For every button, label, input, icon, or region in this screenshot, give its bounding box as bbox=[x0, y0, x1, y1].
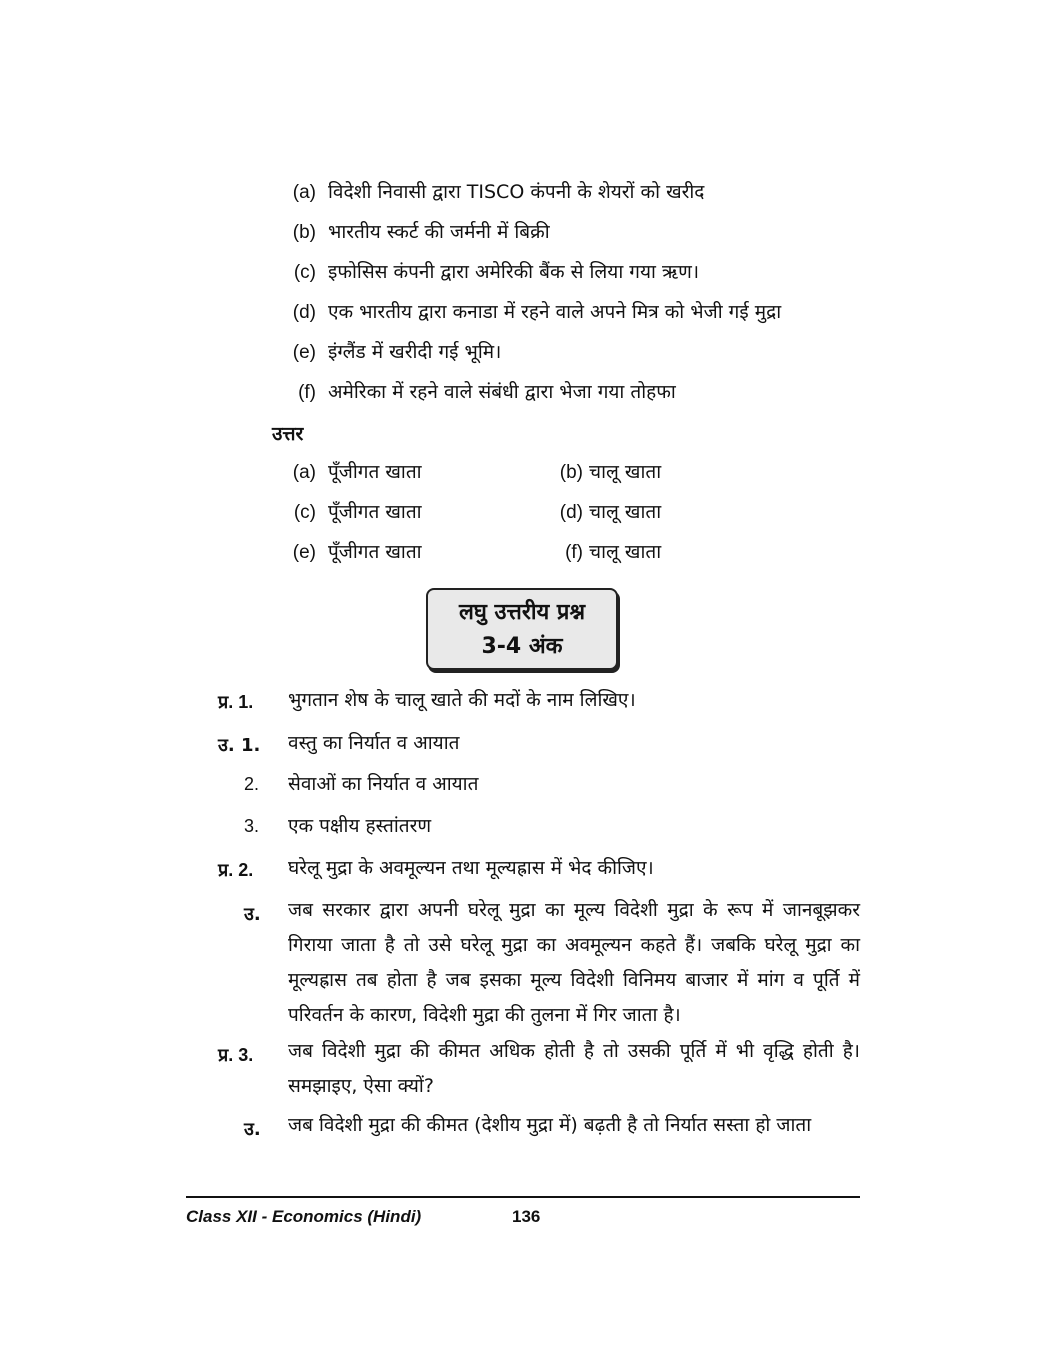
item-label: (c) bbox=[293, 262, 316, 283]
footer-divider bbox=[186, 1196, 860, 1198]
answer-label: (b) bbox=[559, 462, 583, 483]
answer-label: (c) bbox=[293, 502, 316, 523]
question-label: प्र. 1. bbox=[218, 692, 254, 712]
point-number: 3. bbox=[244, 816, 260, 836]
answer-text: चालू खाता bbox=[589, 461, 662, 483]
answer-item bbox=[537, 460, 661, 485]
answer-label: उ. bbox=[244, 1119, 261, 1140]
answer-point: वस्तु का निर्यात व आयात bbox=[288, 732, 460, 754]
answer-item bbox=[270, 460, 422, 485]
item-text: इफोसिस कंपनी द्वारा अमेरिकी बैंक से लिया गया ऋण। bbox=[328, 261, 700, 283]
point-number: 2. bbox=[244, 774, 260, 794]
list-item bbox=[270, 300, 781, 325]
answer-text: पूँजीगत खाता bbox=[328, 501, 422, 523]
question-label: प्र. 3. bbox=[218, 1045, 254, 1065]
answer-text: पूँजीगत खाता bbox=[328, 541, 422, 563]
answer-label: (d) bbox=[559, 502, 583, 523]
answer-item bbox=[270, 540, 422, 565]
answer-point: एक पक्षीय हस्तांतरण bbox=[288, 815, 432, 837]
answer-item bbox=[270, 500, 422, 525]
section-title: लघु उत्तरीय प्रश्न bbox=[458, 600, 586, 625]
question-text: जब विदेशी मुद्रा की कीमत अधिक होती है तो उसकी पूर्ति में भी वृद्धि होती है। समझाइए, ऐसा क्यों? bbox=[288, 1040, 860, 1097]
list-item bbox=[270, 180, 704, 205]
item-label: (f) bbox=[298, 382, 316, 403]
question-text: भुगतान शेष के चालू खाते की मदों के नाम लिखिए। bbox=[288, 689, 636, 711]
item-label: (d) bbox=[292, 302, 316, 323]
section-marks: 3-4 अंक bbox=[481, 634, 563, 659]
answer-text: चालू खाता bbox=[589, 541, 662, 563]
list-item bbox=[270, 340, 501, 365]
item-label: (b) bbox=[292, 222, 316, 243]
question-label: प्र. 2. bbox=[218, 860, 254, 880]
answer-text: चालू खाता bbox=[589, 501, 662, 523]
answer-item bbox=[537, 500, 661, 525]
item-text: भारतीय स्कर्ट की जर्मनी में बिक्री bbox=[328, 221, 550, 243]
item-label: (e) bbox=[292, 342, 316, 363]
section-heading-box bbox=[426, 588, 618, 670]
page-number: 136 bbox=[512, 1207, 541, 1226]
answer-paragraph: जब सरकार द्वारा अपनी घरेलू मुद्रा का मूल्य विदेशी मुद्रा के रूप में जानबूझकर गिराया जाता है तो उसे घरेलू मुद्रा का अवमूल्यन कहते हैं। जबकि घरेलू मुद्रा का मूल्यह्रास तब होता है जब इसका मूल्य विदेशी विनिमय बाजार में मांग व पूर्ति में परिवर्तन के कारण, विदेशी मुद्रा की तुलना में गिर जाता है। bbox=[288, 899, 860, 1026]
answer-label: उ. 1. bbox=[218, 735, 261, 756]
answer-label: उ. bbox=[244, 904, 261, 925]
item-text: इंग्लैंड में खरीदी गई भूमि। bbox=[328, 341, 502, 363]
item-text: अमेरिका में रहने वाले संबंधी द्वारा भेजा गया तोहफा bbox=[328, 381, 676, 403]
answer-label: (a) bbox=[292, 462, 316, 483]
list-item bbox=[270, 260, 699, 285]
list-item bbox=[270, 220, 550, 245]
answer-text: जब विदेशी मुद्रा की कीमत (देशीय मुद्रा में) बढ़ती है तो निर्यात सस्ता हो जाता bbox=[288, 1114, 812, 1136]
answer-item bbox=[537, 540, 661, 565]
footer-title: Class XII - Economics (Hindi) bbox=[186, 1207, 422, 1226]
item-label: (a) bbox=[292, 182, 316, 203]
item-text: एक भारतीय द्वारा कनाडा में रहने वाले अपने मित्र को भेजी गई मुद्रा bbox=[328, 301, 782, 323]
answer-heading: उत्तर bbox=[272, 423, 304, 445]
answer-label: (f) bbox=[565, 542, 583, 563]
item-text: विदेशी निवासी द्वारा TISCO कंपनी के शेयरों को खरीद bbox=[328, 181, 705, 203]
question-text: घरेलू मुद्रा के अवमूल्यन तथा मूल्यह्रास में भेद कीजिए। bbox=[288, 857, 654, 879]
list-item bbox=[270, 380, 676, 405]
answer-point: सेवाओं का निर्यात व आयात bbox=[288, 773, 479, 795]
answer-label: (e) bbox=[292, 542, 316, 563]
answer-text: पूँजीगत खाता bbox=[328, 461, 422, 483]
